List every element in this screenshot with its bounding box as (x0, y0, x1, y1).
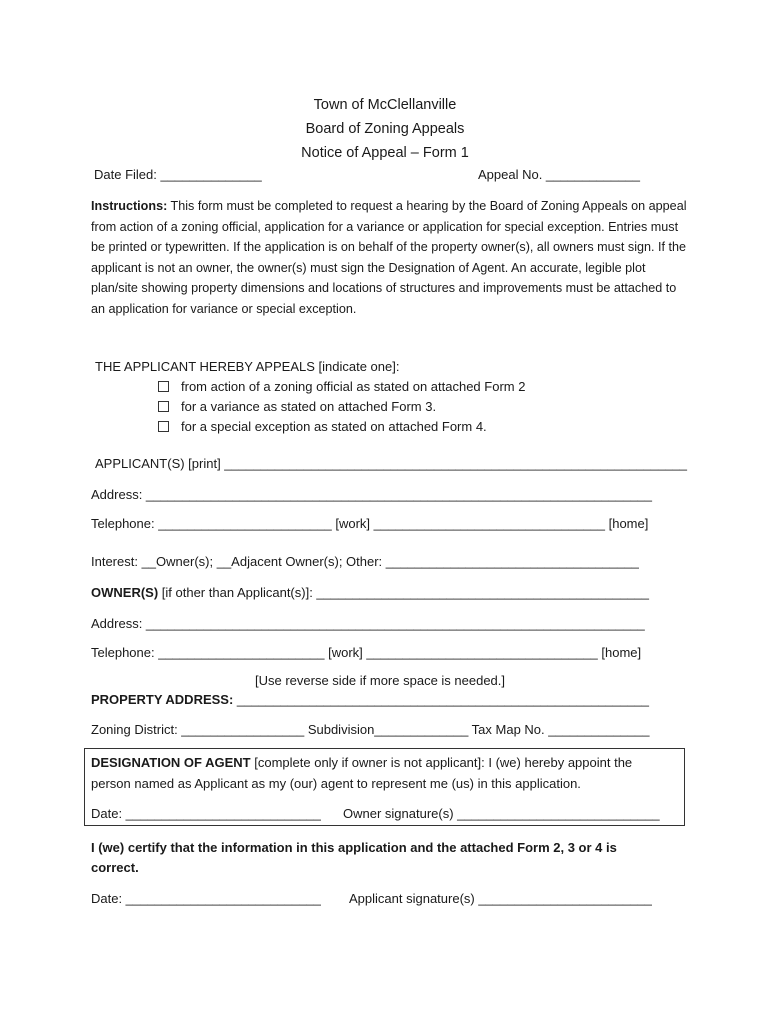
appeal-option-variance[interactable]: for a variance as stated on attached Form 3. (158, 399, 436, 415)
instructions-text: This form must be completed to request a hearing by the Board of Zoning Appeals on appeal from action of a zoning official, application for a variance or application for special exception. Entries must be printed or typewritten. If the application is on behalf of the property owner(s), all owners must sign. If the applicant is not an owner, the owner(s) must sign the Designation of Agent. An accurate, legible plot plan/site showing property dimensions and locations of structures and improvements must be attached to an application for variance or special exception. (91, 199, 687, 316)
reverse-side-note: [Use reverse side if more space is needed.] (255, 673, 506, 688)
appeals-heading: THE APPLICANT HEREBY APPEALS [indicate one]: (95, 359, 400, 374)
checkbox-icon[interactable] (158, 381, 169, 392)
checkbox-icon[interactable] (158, 401, 169, 412)
date-filed-field[interactable]: Date Filed: ______________ (94, 167, 262, 182)
appeal-option-zoning-official[interactable]: from action of a zoning official as stated on attached Form 2 (158, 379, 525, 395)
form-title: Notice of Appeal – Form 1 (301, 145, 469, 161)
instructions-paragraph (91, 196, 691, 319)
board-title: Board of Zoning Appeals (305, 121, 465, 137)
town-title: Town of McClellanville (313, 97, 457, 113)
checkbox-icon[interactable] (158, 421, 169, 432)
applicant-address-field[interactable]: Address: ______________________________________________________________________ (91, 487, 653, 502)
owner-telephone-field[interactable]: Telephone: _______________________ [work] ________________________________ [home] (91, 645, 642, 660)
certify-line2: correct. (91, 860, 139, 875)
applicant-signature-field[interactable]: Applicant signature(s) ________________________ (349, 891, 652, 906)
final-date-field[interactable]: Date: ___________________________ (91, 891, 321, 906)
property-address-label: PROPERTY ADDRESS: (91, 692, 234, 707)
agent-label: DESIGNATION OF AGENT (91, 755, 251, 770)
owner-field[interactable]: OWNER(S) [if other than Applicant(s)]: ______________________________________________ (91, 585, 649, 600)
owner-signature-field[interactable]: Owner signature(s) ____________________________ (343, 806, 660, 821)
applicant-name-field[interactable]: APPLICANT(S) [print] ________________________________________________________________ (95, 456, 688, 471)
certify-line1: I (we) certify that the information in this application and the attached Form 2, 3 or 4 is (91, 840, 617, 855)
zoning-district-field[interactable]: Zoning District: _________________ Subdivision_____________ Tax Map No. ______________ (91, 722, 650, 737)
agent-date-field[interactable]: Date: ___________________________ (91, 806, 321, 821)
applicant-telephone-field[interactable]: Telephone: ________________________ [work] ________________________________ [home] (91, 516, 649, 531)
appeal-option-special-exception[interactable]: for a special exception as stated on attached Form 4. (158, 419, 487, 435)
owner-label: OWNER(S) (91, 585, 159, 600)
interest-field[interactable]: Interest: __Owner(s); __Adjacent Owner(s); Other: ___________________________________ (91, 554, 639, 569)
appeal-no-field[interactable]: Appeal No. _____________ (478, 167, 640, 182)
instructions-label: Instructions: (91, 199, 168, 213)
owner-address-field[interactable]: Address: _____________________________________________________________________ (91, 616, 645, 631)
agent-text-line1: DESIGNATION OF AGENT [complete only if owner is not applicant]: I (we) hereby appoint the (91, 755, 633, 770)
agent-text-line2: person named as Applicant as my (our) agent to represent me (us) in this application. (91, 776, 581, 791)
property-address-field[interactable]: PROPERTY ADDRESS: _________________________________________________________ (91, 692, 650, 707)
